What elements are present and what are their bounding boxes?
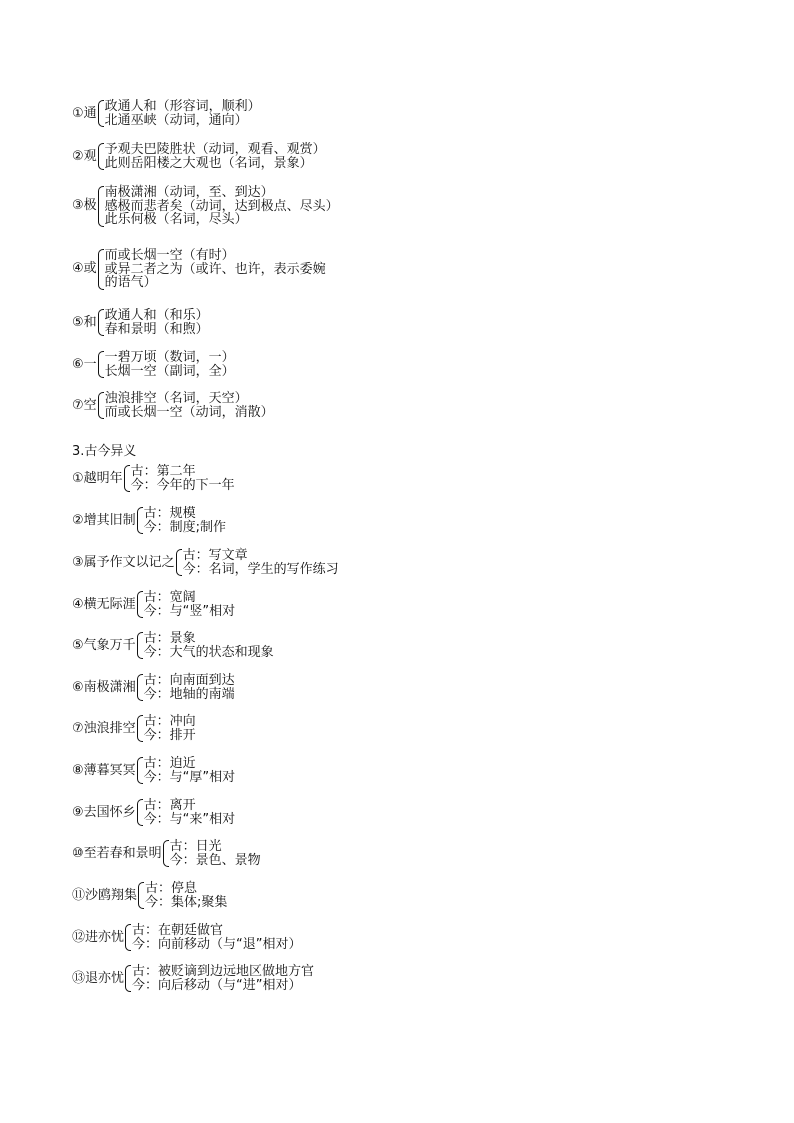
entry-line: 南极潇湘（动词，至、到达） <box>104 185 274 200</box>
jin-meaning: 今：排开 <box>143 727 196 743</box>
entry-lead: ④或 <box>72 261 97 277</box>
entry-line: 此则岳阳楼之大观也（名词，景象） <box>104 155 313 171</box>
gu-meaning: 古：第二年 <box>130 464 196 479</box>
gu-jin-entry <box>72 507 226 534</box>
entry-line: 政通人和（形容词，顺利） <box>104 99 261 114</box>
gu-jin-entry <box>72 924 302 951</box>
brace <box>98 309 104 336</box>
entry-line: 或异二者之为（或许、也许，表示委婉 <box>104 261 326 277</box>
section-title: 3.古今异义 <box>72 444 137 459</box>
polysemy-entry-huo <box>72 249 326 290</box>
entry-lead: ⑨去国怀乡 <box>72 804 136 820</box>
gu-meaning: 古：在朝廷做官 <box>132 923 224 938</box>
gu-meaning: 古：景象 <box>143 631 196 646</box>
brace <box>98 100 104 127</box>
entry-lead: ⑬退亦忧 <box>72 970 125 986</box>
entry-line: 而或长烟一空（动词，消散） <box>104 404 274 420</box>
jin-meaning: 今：与“来”相对 <box>143 811 236 827</box>
jin-meaning: 今：名词，学生的写作练习 <box>182 561 339 577</box>
gu-jin-entry <box>72 965 314 992</box>
brace <box>137 591 143 618</box>
gu-meaning: 古：冲向 <box>143 714 196 729</box>
brace <box>176 549 182 576</box>
jin-meaning: 今：向前移动（与“退”相对） <box>132 936 302 952</box>
entry-line: 予观夫巴陵胜状（动词，观看、观赏） <box>104 142 326 157</box>
entry-lead: ⑥一 <box>72 356 97 372</box>
gu-meaning: 古：规模 <box>143 506 196 521</box>
entry-lead: ①越明年 <box>72 470 123 486</box>
gu-meaning: 古：离开 <box>143 798 196 813</box>
gu-jin-entry <box>72 674 235 701</box>
entry-line: 一碧万顷（数词，一） <box>104 350 235 365</box>
entry-line: 而或长烟一空（有时） <box>104 248 235 263</box>
jin-meaning: 今：景色、景物 <box>169 852 261 868</box>
gu-meaning: 古：向南面到达 <box>143 673 235 688</box>
entry-lead: ④横无际涯 <box>72 596 136 612</box>
polysemy-entry-he <box>72 309 209 336</box>
gu-jin-entry <box>72 465 235 492</box>
jin-meaning: 今：向后移动（与“进”相对） <box>132 977 302 993</box>
jin-meaning: 今：今年的下一年 <box>130 477 235 493</box>
brace <box>137 799 143 826</box>
brace <box>137 757 143 784</box>
polysemy-entry-kong <box>72 392 274 419</box>
gu-jin-entry <box>72 591 235 618</box>
gu-jin-entry <box>72 549 339 576</box>
brace <box>98 351 104 378</box>
entry-line: 政通人和（和乐） <box>104 308 209 323</box>
gu-meaning: 古：被贬谪到边远地区做地方官 <box>132 964 315 979</box>
jin-meaning: 今：大气的状态和现象 <box>143 644 274 660</box>
polysemy-entry-tong <box>72 100 261 127</box>
entry-line: 长烟一空（副词，全） <box>104 363 235 379</box>
entry-lead: ⑦空 <box>72 397 97 413</box>
entry-lead: ②增其旧制 <box>72 512 136 528</box>
jin-meaning: 今：制度;制作 <box>143 519 227 535</box>
entry-line: 感极而悲者矣（动词，达到极点、尽头） <box>104 198 339 214</box>
brace <box>138 882 144 909</box>
entry-lead: ①通 <box>72 105 97 121</box>
entry-lead: ⑦浊浪排空 <box>72 720 136 736</box>
entry-lead: ⑧薄暮冥冥 <box>72 762 136 778</box>
gu-jin-entry <box>72 715 196 742</box>
brace <box>137 507 143 534</box>
brace <box>125 924 131 951</box>
polysemy-entry-guan <box>72 143 326 170</box>
entry-lead: ⑤和 <box>72 314 97 330</box>
brace <box>98 186 104 227</box>
gu-jin-entry <box>72 840 261 867</box>
brace <box>98 249 104 290</box>
polysemy-entry-yi <box>72 351 235 378</box>
gu-jin-entry <box>72 757 235 784</box>
jin-meaning: 今：地轴的南端 <box>143 686 235 702</box>
brace <box>124 465 130 492</box>
brace <box>137 632 143 659</box>
gu-meaning: 古：日光 <box>169 839 222 854</box>
brace <box>137 715 143 742</box>
entry-line: 春和景明（和煦） <box>104 321 209 337</box>
brace <box>137 674 143 701</box>
entry-lead: ⑩至若春和景明 <box>72 845 162 861</box>
gu-jin-entry <box>72 632 274 659</box>
entry-lead: ⑤气象万千 <box>72 637 136 653</box>
polysemy-entry-ji <box>72 186 339 227</box>
entry-lead: ③属予作文以记之 <box>72 554 175 570</box>
entry-line: 浊浪排空（名词，天空） <box>104 391 248 406</box>
jin-meaning: 今：与“厚”相对 <box>143 769 236 785</box>
entry-line: 北通巫峡（动词，通向） <box>104 112 248 128</box>
gu-meaning: 古：迫近 <box>143 756 196 771</box>
jin-meaning: 今：与“竖”相对 <box>143 603 236 619</box>
entry-lead: ⑥南极潇湘 <box>72 679 136 695</box>
brace <box>98 392 104 419</box>
entry-lead: ②观 <box>72 148 97 164</box>
brace <box>98 143 104 170</box>
gu-meaning: 古：停息 <box>145 881 198 896</box>
gu-jin-entry <box>72 882 227 909</box>
entry-line: 的语气） <box>104 275 157 290</box>
entry-lead: ⑫进亦忧 <box>72 929 125 945</box>
brace <box>163 840 169 867</box>
gu-meaning: 古：宽阔 <box>143 590 196 605</box>
entry-line: 此乐何极（名词，尽头） <box>104 212 248 227</box>
jin-meaning: 今：集体;聚集 <box>145 894 228 910</box>
entry-lead: ⑪沙鸥翔集 <box>72 887 138 903</box>
entry-lead: ③极 <box>72 198 97 214</box>
gu-meaning: 古：写文章 <box>182 548 248 563</box>
brace <box>125 965 131 992</box>
gu-jin-entry <box>72 799 235 826</box>
